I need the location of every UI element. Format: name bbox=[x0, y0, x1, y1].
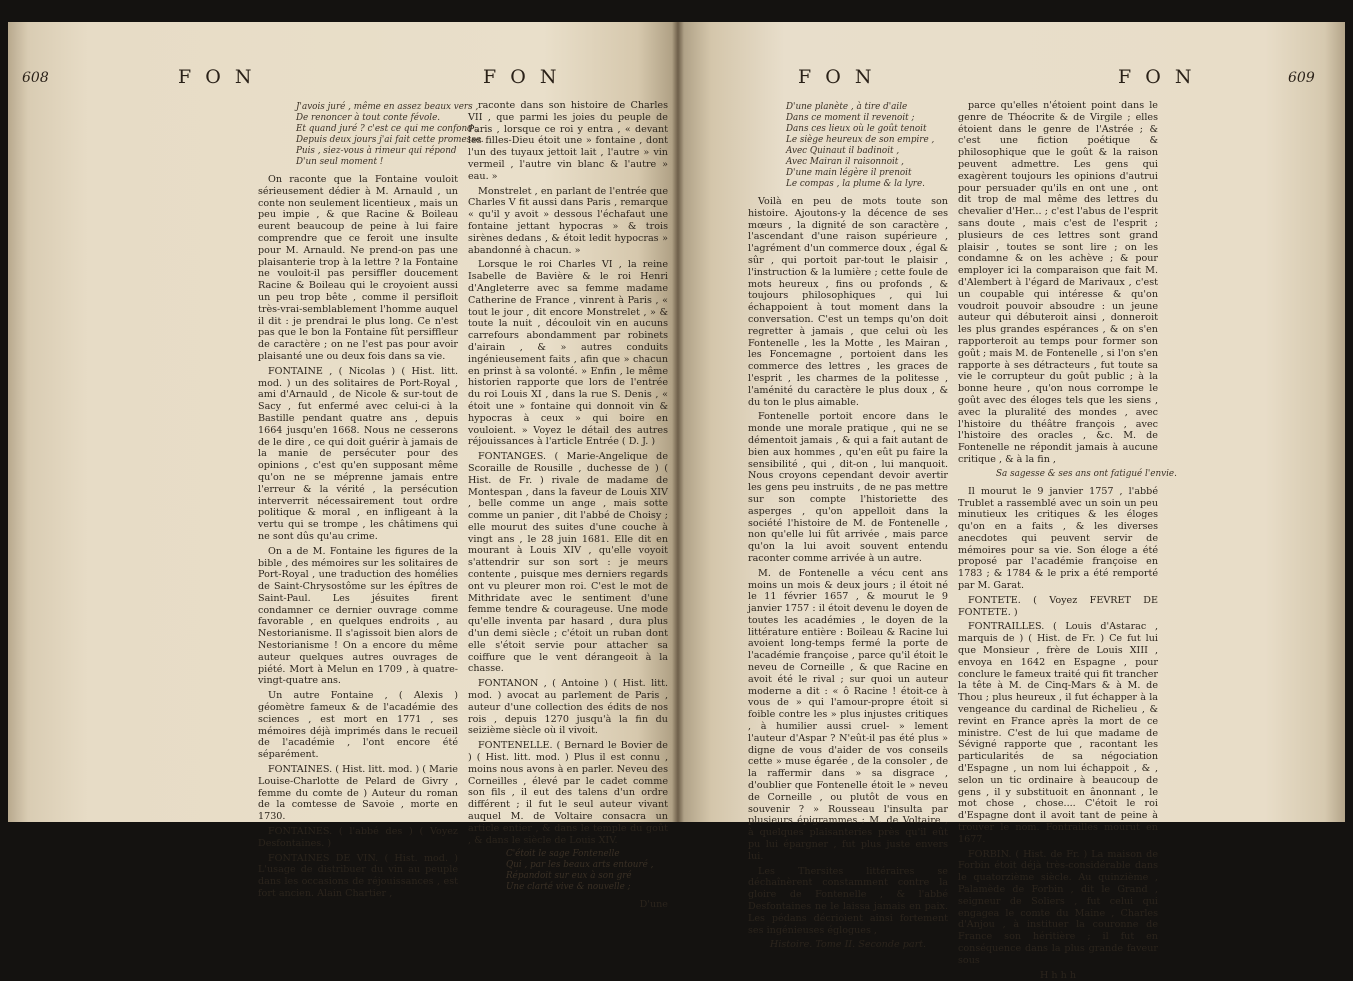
verse-line: Dans ce moment il revenoit ; bbox=[786, 113, 915, 123]
paragraph-group bbox=[258, 174, 458, 900]
paragraph: Il mourut le 9 janvier 1757 , l'abbé Trublet a rassemblé avec un soin un peu minutieux les critiques & les éloges qu'on en a faits , & les diverses anecdotes qui peuvent servir de mémoires pour sa vie. Son éloge a été proposé par l'académie françoise en 1783 ; & 1784 & le prix a été remporté par M. Garat. bbox=[958, 485, 1158, 592]
paragraph: FONTAINE , ( Nicolas ) ( Hist. litt. mod. ) un des solitaires de Port-Royal , ami d'Arnauld , de Nicole & sur-tout de Sacy , fut enfermé avec celui-ci à la Bastille pendant quatre ans , depuis 1664 jusqu'en 1668. Nous ne cesserons de le dire , ce qui doit guérir à jamais de la manie de persécuter pour des opinions , c'est qu'en supposant même qu'on ne se méprenne jamais entre l'erreur & la vérité , la persécution interverrit nécessairement tout ordre politique & moral , en infligeant à la vertu qui se trompe , les châtimens qui ne sont dûs qu'au crime. bbox=[258, 365, 458, 542]
paragraph: FORBIN. ( Hist. de Fr. ) La maison de Forbin étoit déjà très-considérable dans le quatorzième siècle. Au quinzième , Palamède de Forbin , dit le Grand , seigneur de Soliers , fut celui qui engagea le comte du Maine , Charles d'Anjou , à instituer la couronne de France son héritière ; il fut en conséquence dans la plus grande faveur sous bbox=[958, 848, 1158, 966]
verse-line: D'une planète , à tire d'aile bbox=[786, 102, 908, 112]
paragraph: raconte dans son histoire de Charles VII , que parmi les joies du peuple de Paris , lorsque ce roi y entra , « devant les filles-Dieu étoit une » fontaine , dont l'un des tuyaux jettoit lait , l'autre » vin vermeil , l'autre vin blanc & l'autre » eau. » bbox=[468, 100, 668, 182]
verse-line: De renoncer à tout conte févole. bbox=[296, 113, 441, 123]
paragraph-group bbox=[958, 100, 1158, 466]
verse-block bbox=[296, 102, 484, 168]
left-column-2 bbox=[468, 100, 668, 911]
verse-line: J'avois juré , même en assez beaux vers , bbox=[296, 102, 479, 112]
signature-mark: H h h h bbox=[1039, 969, 1077, 981]
paragraph: FONTAINES DE VIN. ( Hist. mod. ) L'usage de distribuer du vin au peuple dans les occasions de réjouissances , est fort ancien. Alain Chartier , bbox=[258, 852, 458, 900]
verse-line: Dans ces lieux où le goût tenoit bbox=[786, 124, 927, 134]
running-header-right-2: F O N bbox=[1118, 66, 1196, 88]
verse-line: Et quand juré ? c'est ce qui me confond , bbox=[296, 124, 479, 134]
book-spread bbox=[8, 22, 1345, 981]
paragraph: FONTAINES. ( l'abbé des ) ( Voyez Desfontaines. ) bbox=[258, 826, 458, 849]
paragraph: Un autre Fontaine , ( Alexis ) géomètre fameux & de l'académie des sciences , est mort en 1771 , ses mémoires déjà imprimés dans le recueil de l'académie , l'ont encore été séparément. bbox=[258, 690, 458, 761]
verse-block bbox=[996, 468, 1177, 480]
verse-line: Une clarté vive & nouvelle ; bbox=[506, 882, 631, 893]
verse-line: C'étoit le sage Fontenelle bbox=[506, 849, 620, 860]
book-gutter bbox=[672, 22, 684, 822]
paragraph: FONTENELLE. ( Bernard le Bovier de ) ( Hist. litt. mod. ) Plus il est connu , moins nous avons à en parler. Neveu des Corneilles , élevé par le cadet comme son fils , il eut des talens d'un ordre différent ; il fut le seul auteur vivant auquel M. de Voltaire consacra un article entier , & dans le temple du goût , & dans le siècle de Louis XIV. bbox=[468, 740, 668, 846]
paragraph-group bbox=[468, 100, 668, 846]
paragraph: Fontenelle portoit encore dans le monde une morale pratique , qui ne se démentoit jamais , & qui a fait autant de bien aux hommes , qu'en eût pu faire la sensibilité , qui , dit-on , lui manquoit. Nous croyons cependant devoir avertir les gens peu instruits , de ne pas mettre sur son compte l'historiette des asperges , qu'on appelloit dans la société l'histoire de M. de Fontenelle , non qu'elle lui fût arrivée , mais parce qu'on la lui avoit souvent entendu raconter comme arrivée à un autre. bbox=[748, 411, 948, 564]
verse-line: Puis , siez-vous à rimeur qui répond bbox=[296, 146, 457, 156]
verse-line: Le siège heureux de son empire , bbox=[786, 135, 935, 145]
volume-footer: Histoire. Tome II. Seconde part. bbox=[769, 939, 927, 951]
paragraph: Voilà en peu de mots toute son histoire. Ajoutons-y la décence de ses mœurs , la dignité de son caractère , l'ascendant d'une raison supérieure , l'agrément d'un commerce doux , égal & sûr , qui portoit par-tout le plaisir , l'instruction & la lumière ; cette foule de mots heureux , fins ou profonds , & toujours philosophiques , qui lui échappoient à tout moment dans la conversation. C'est un temps qu'on doit regretter à jamais , que celui où les Fontenelle , les la Motte , les Mairan , les Foncemagne , portoient dans les commerce des lettres , les graces de l'esprit , les charmes de la politesse , l'aménité du caractère le plus doux , & du ton le plus aimable. bbox=[748, 196, 948, 408]
catchword: D'une bbox=[639, 899, 668, 911]
verse-line: Le compas , la plume & la lyre. bbox=[786, 179, 925, 189]
paragraph: FONTANGES. ( Marie-Angelique de Scoraille de Rousille , duchesse de ) ( Hist. de Fr. ) rivale de madame de Montespan , dans la faveur de Louis XIV , belle comme un ange , mais sotte comme un panier , dit l'abbé de Choisy ; elle mourut des suites d'une couche à vingt ans , le 28 juin 1681. Elle dit en mourant à Louis XIV , qu'elle voyoit s'attendrir sur son sort : je meurs contente , puisque mes derniers regards ont vu pleurer mon roi. C'est le mot de Mithridate avec le sentiment d'une femme tendre & courageuse. Une mode qu'elle inventa par hasard , dura plus d'un demi siècle ; c'étoit un ruban dont elle s'étoit servie pour attacher sa coiffure que le vent dérangeoit à la chasse. bbox=[468, 451, 668, 675]
right-page bbox=[678, 22, 1345, 981]
running-header-left-1: F O N bbox=[178, 66, 256, 88]
paragraph: M. de Fontenelle a vécu cent ans moins un mois & deux jours ; il étoit né le 11 février 1657 , & mourut le 9 janvier 1757 : il étoit devenu le doyen de toutes les académies , le doyen de la littérature entière : Boileau & Racine lui avoient long-temps fermé la porte de l'académie françoise , parce qu'il étoit le neveu de Corneille , & que Racine en avoit été le rival ; sur quoi un auteur moderne a dit : « ô Racine ! étoit-ce à vous de » qui l'amour-propre étoit si foible contre les » plus injustes critiques , à humilier aussi cruel- » lement l'auteur d'Aspar ? N'eût-il pas été plus » digne de vous d'aider de vos conseils cette » muse égarée , de la consoler , de la raffermir dans » sa disgrace , d'oublier que Fontenelle étoit le » neveu de Corneille , ou plutôt de vous en souvenir ? » Rousseau l'insulta par plusieurs épigrammes ; M. de Voltaire , à quelques plaisanteries près qu'il eût pu lui épargner , fut plus juste envers lui. bbox=[748, 567, 948, 862]
paragraph-group bbox=[958, 486, 1158, 967]
paragraph: On a de M. Fontaine les figures de la bible , des mémoires sur les solitaires de Port-Royal , une traduction des homélies de Saint-Chrysostôme sur les épîtres de Saint-Paul. Les jésuites firent condamner ce dernier ouvrage comme favorable , en quelques endroits , au Nestorianisme. Il s'agissoit bien alors de Nestorianisme ! On a encore du même auteur quelques autres ouvrages de piété. Mort à Melun en 1709 , à quatre-vingt-quatre ans. bbox=[258, 545, 458, 687]
running-header-right-1: F O N bbox=[798, 66, 876, 88]
paragraph: Lorsque le roi Charles VI , la reine Isabelle de Bavière & le roi Henri d'Angleterre avec sa femme madame Catherine de France , vinrent à Paris , « tout le jour , dit encore Monstrelet , » & toute la nuit , découloit vin en aucuns carrefours abondamment par robinets d'airain , & » autres conduits ingénieusement faits , afin que » chacun en prinst à sa volonté. » Enfin , le même historien rapporte que lors de l'entrée du roi Louis XI , dans la rue S. Denis , « étoit une » fontaine qui donnoit vin & hypocras à ceux » qui boire en vouloient. » Voyez le détail des autres réjouissances à l'article Entrée ( D. J. ) bbox=[468, 259, 668, 448]
paragraph: FONTRAILLES. ( Louis d'Astarac , marquis de ) ( Hist. de Fr. ) Ce fut lui que Monsieur , frère de Louis XIII , envoya en 1642 en Espagne , pour conclure le fameux traité qui fit trancher la tête à M. de Cinq-Mars & à M. de Thou ; plus heureux , il fut échapper à la vengeance du cardinal de Richelieu , & revint en France après la mort de ce ministre. C'est de lui que madame de Sévigné rapporte que , racontant les particularités de sa négociation d'Espagne , un nom lui échappoit , & , selon un tic ordinaire à beaucoup de gens , il y substituoit en ânonnant , le mot chose , chose.... C'étoit le roi d'Espagne dont il avoit tant de peine à trouver le nom. Fontrailles mourut en 1677. bbox=[958, 621, 1158, 845]
verse-line: Répandoit sur eux à son gré bbox=[506, 871, 632, 882]
paragraph: Les Thersites littéraires se déchaînèrent constamment contre la gloire de Fontenelle , & l'abbé Desfontaines ne le laissa jamais en paix. Les pédans décrioient ainsi fortement ses ingénieuses églogues , bbox=[748, 865, 948, 936]
verse-line: Depuis deux jours j'ai fait cette promesse. bbox=[296, 135, 484, 145]
page-number-left: 608 bbox=[22, 70, 49, 86]
running-header-left-2: F O N bbox=[483, 66, 561, 88]
verse-line: Avec Quinaut il badinoit , bbox=[786, 146, 900, 156]
paragraph: FONTETE. ( Voyez FEVRET DE FONTETE. ) bbox=[958, 594, 1158, 618]
right-column-1 bbox=[748, 100, 948, 951]
paragraph: On raconte que la Fontaine vouloit sérieusement dédier à M. Arnauld , un conte non seulement licentieux , mais un peu impie , & que Racine & Boileau eurent beaucoup de peine à lui faire comprendre que ce feroit une insulte pour M. Arnauld. Ne prend-on pas une plaisanterie trop à la lettre ? la Fontaine ne vouloit-il pas persiffler doucement Racine & Boileau qui le croyoient aussi un peu trop bête , comme il persifloit très-vrai-semblablement l'homme auquel il dit : je prendrai le plus long. Ce n'est pas que le bon la Fontaine fût persiffleur de caractère ; on ne l'est pas pour avoir plaisanté une ou deux fois dans sa vie. bbox=[258, 174, 458, 362]
verse-line: D'un seul moment ! bbox=[296, 157, 384, 167]
left-page bbox=[8, 22, 678, 911]
right-column-2 bbox=[958, 100, 1177, 981]
verse-line: D'une main légère il prenoit bbox=[786, 168, 912, 178]
paragraph: Monstrelet , en parlant de l'entrée que Charles V fit aussi dans Paris , remarque « qu'il y avoit » dessous l'échafaut une fontaine jettant hypocras » & trois sirènes dedans , & étoit ledit hypocras » abandonné à chacun. » bbox=[468, 185, 668, 256]
verse-line: Avec Mairan il raisonnoit , bbox=[786, 157, 904, 167]
left-column-1 bbox=[258, 100, 484, 903]
paragraph: FONTAINES. ( Hist. litt. mod. ) ( Marie Louise-Charlotte de Pelard de Givry , femme du comte de ) Auteur du roman de la comtesse de Savoie , morte en 1730. bbox=[258, 764, 458, 823]
verse-block bbox=[506, 849, 668, 893]
paragraph: FONTANON , ( Antoine ) ( Hist. litt. mod. ) avocat au parlement de Paris , auteur d'une collection des édits de nos rois , depuis 1270 jusqu'à la fin du seizième siècle où il vivoit. bbox=[468, 678, 668, 737]
page-number-right: 609 bbox=[1288, 70, 1315, 86]
verse-line: Qui , par les beaux arts entouré , bbox=[506, 860, 654, 871]
paragraph-group bbox=[748, 196, 948, 936]
verse-line: Sa sagesse & ses ans ont fatigué l'envie. bbox=[996, 468, 1177, 479]
paragraph: parce qu'elles n'étoient point dans le genre de Théocrite & de Virgile ; elles étoient dans le genre de l'Astrée ; & c'est une fiction poétique & philosophique que le goût & la raison peuvent admettre. Les gens qui exagèrent toujours les opinions d'autrui pour persuader qu'ils en ont une , ont dit trop de mal même des lettres du chevalier d'Her... ; c'est l'abus de l'esprit sans doute , mais c'est de l'esprit ; plusieurs de ces lettres sont grand plaisir , toutes se sont lire ; on les condamne & on les achève ; & pour employer ici la comparaison que fait M. d'Alembert à l'égard de Marivaux , c'est un coupable qui intéresse & qu'on voudroit pouvoir absoudre : un jeune auteur qui débuteroit ainsi , donneroit les plus grandes espérances , & on s'en rapporteroit au temps pour former son goût ; mais M. de Fontenelle , si l'on s'en rapporte à ses détracteurs , fut toute sa vie le corrupteur du goût public ; à la bonne heure , qu'on nous corrompe le goût avec des éloges tels que les siens , avec la pluralité des mondes , avec l'histoire du théâtre françois , avec l'histoire des oracles , &c. M. de Fontenelle ne répondit jamais à aucune critique , & à la fin , bbox=[958, 100, 1158, 465]
verse-block bbox=[786, 102, 948, 190]
